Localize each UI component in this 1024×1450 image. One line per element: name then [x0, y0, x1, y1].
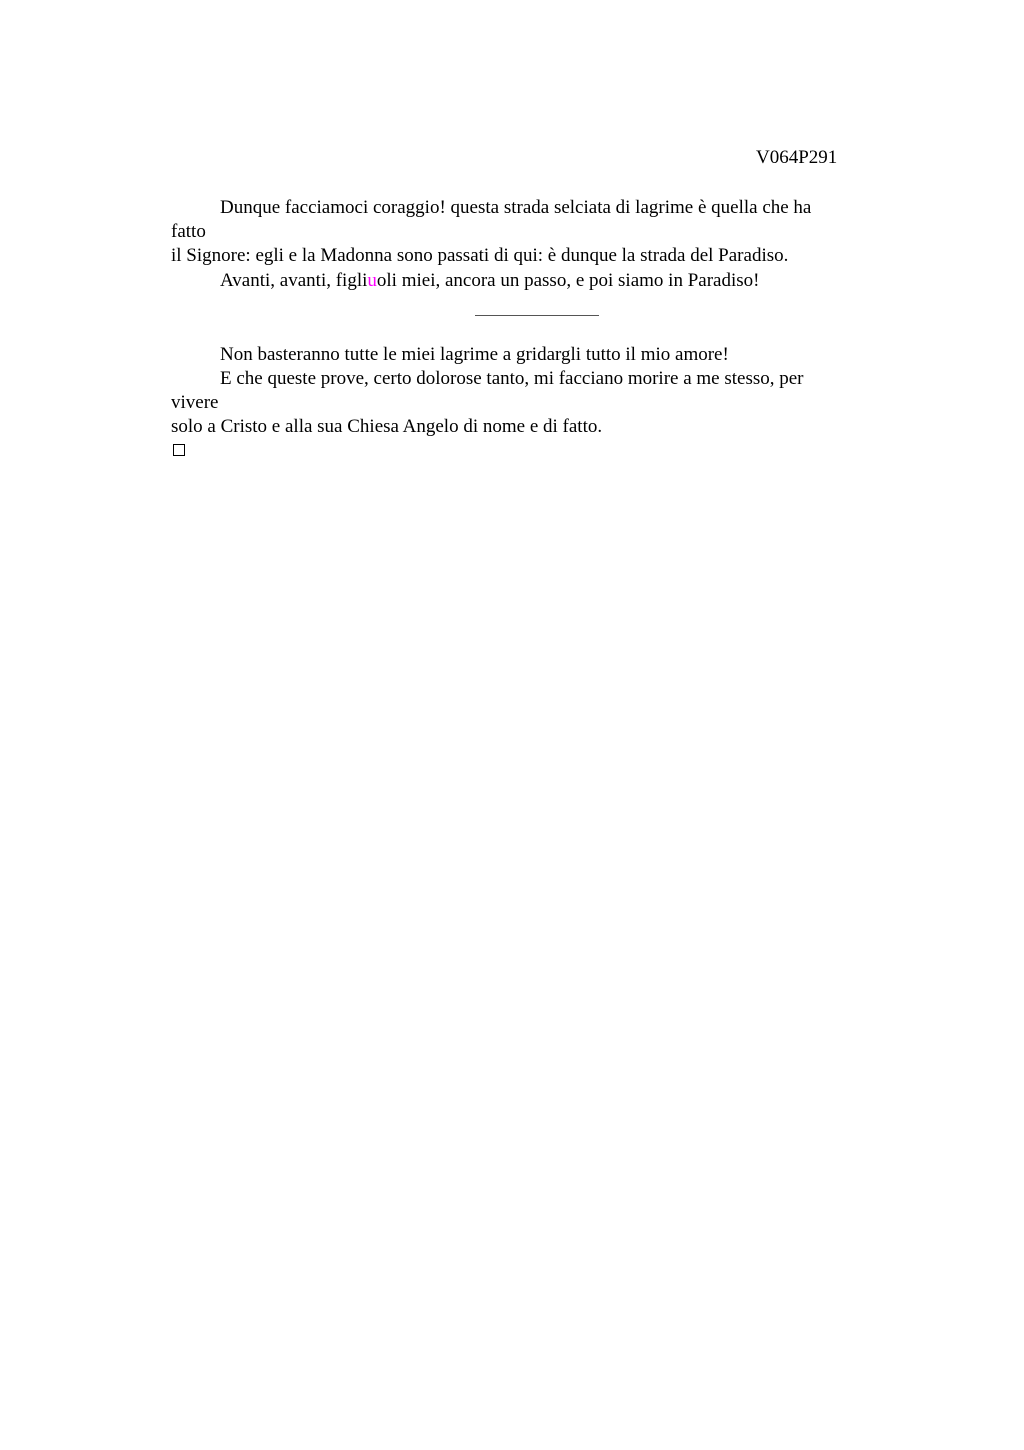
paragraph-2-text-before: Avanti, avanti, figli — [220, 270, 368, 291]
paragraph-1-line-3: il Signore: egli e la Madonna sono passati di qui: è dunque la strada del Paradiso. — [171, 245, 789, 266]
paragraph-1-line-1: Dunque facciamoci coraggio! questa strada selciata di lagrime è quella che ha — [220, 197, 812, 218]
paragraph-4-line-3: solo a Cristo e alla sua Chiesa Angelo di nome e di fatto. — [171, 416, 603, 437]
paragraph-2-line-1 — [220, 269, 759, 293]
section-separator — [475, 315, 599, 316]
highlighted-letter: u — [367, 270, 377, 291]
page-identifier: V064P291 — [756, 147, 838, 168]
paragraph-4-line-1: E che queste prove, certo dolorose tanto, mi facciano morire a me stesso, per — [220, 368, 804, 389]
paragraph-3-line-1: Non basteranno tutte le miei lagrime a gridargli tutto il mio amore! — [220, 344, 729, 365]
empty-square-icon — [173, 444, 185, 456]
paragraph-2-text-after: oli miei, ancora un passo, e poi siamo in Paradiso! — [376, 270, 760, 291]
paragraph-4-line-2: vivere — [171, 392, 219, 413]
paragraph-1-line-2: fatto — [171, 221, 206, 242]
